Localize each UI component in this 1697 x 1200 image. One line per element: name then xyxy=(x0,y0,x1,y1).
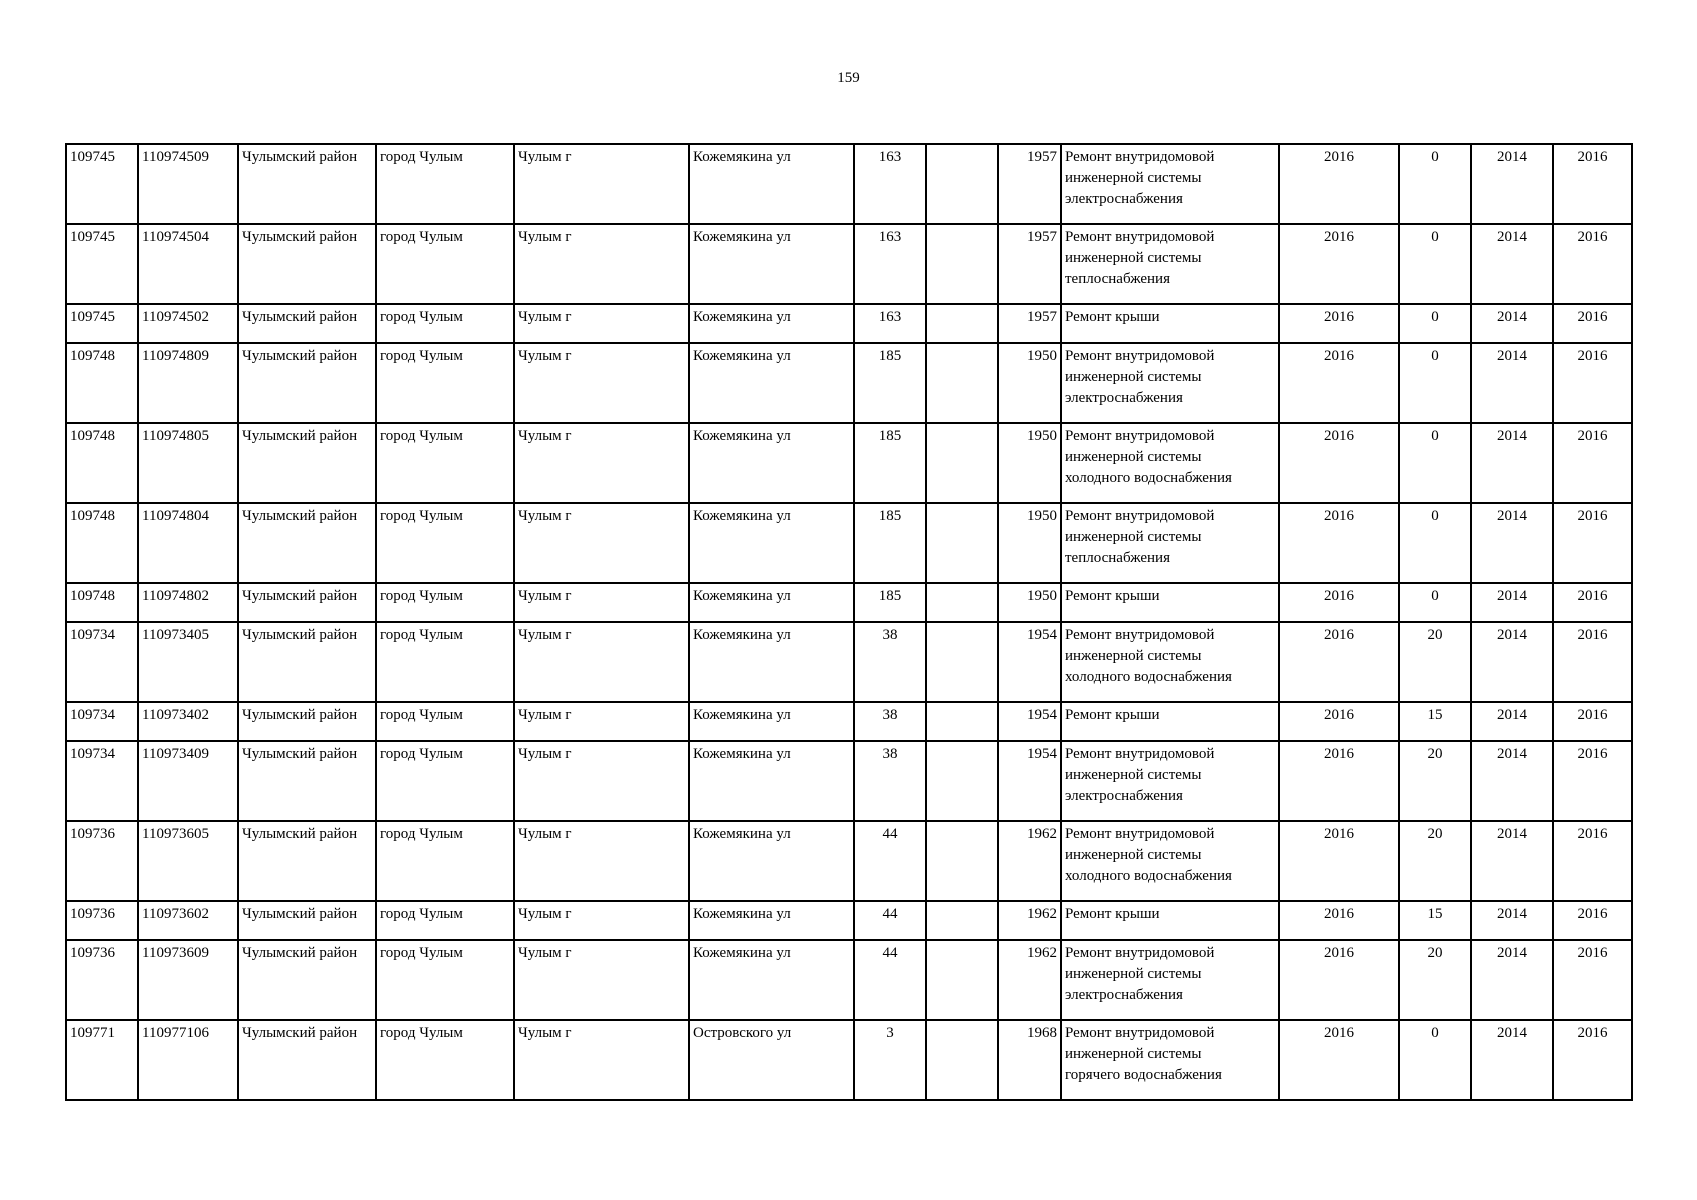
cell-year-built: 1957 xyxy=(998,304,1061,343)
cell-house-id: 109736 xyxy=(66,901,138,940)
cell-district: Чулымский район xyxy=(238,901,376,940)
cell-house-number: 185 xyxy=(854,583,926,622)
table-row xyxy=(66,901,1632,940)
cell-street: Островского ул xyxy=(689,1020,854,1100)
cell-street: Кожемякина ул xyxy=(689,901,854,940)
cell-locality: Чулым г xyxy=(514,503,689,583)
cell-work-code: 110977106 xyxy=(138,1020,238,1100)
cell-period-start: 2014 xyxy=(1471,343,1553,423)
cell-work-code: 110974504 xyxy=(138,224,238,304)
cell-building-letter xyxy=(926,741,998,821)
cell-period-start: 2014 xyxy=(1471,741,1553,821)
cell-house-id: 109745 xyxy=(66,224,138,304)
cell-work-code: 110974802 xyxy=(138,583,238,622)
cell-settlement: город Чулым xyxy=(376,940,514,1020)
cell-street: Кожемякина ул xyxy=(689,343,854,423)
cell-street: Кожемякина ул xyxy=(689,821,854,901)
cell-house-id: 109748 xyxy=(66,343,138,423)
cell-street: Кожемякина ул xyxy=(689,741,854,821)
cell-period-end: 2016 xyxy=(1553,901,1632,940)
cell-settlement: город Чулым xyxy=(376,583,514,622)
cell-house-id: 109745 xyxy=(66,304,138,343)
cell-share: 0 xyxy=(1399,423,1471,503)
cell-work-code: 110974502 xyxy=(138,304,238,343)
cell-planned-year: 2016 xyxy=(1279,224,1399,304)
cell-district: Чулымский район xyxy=(238,1020,376,1100)
cell-work-type: Ремонт внутридомовой инженерной системы электроснабжения xyxy=(1061,940,1279,1020)
cell-locality: Чулым г xyxy=(514,821,689,901)
cell-planned-year: 2016 xyxy=(1279,583,1399,622)
cell-period-end: 2016 xyxy=(1553,583,1632,622)
cell-planned-year: 2016 xyxy=(1279,741,1399,821)
cell-year-built: 1957 xyxy=(998,144,1061,224)
cell-building-letter xyxy=(926,144,998,224)
table-row xyxy=(66,940,1632,1020)
cell-house-id: 109748 xyxy=(66,503,138,583)
cell-building-letter xyxy=(926,821,998,901)
cell-year-built: 1957 xyxy=(998,224,1061,304)
cell-planned-year: 2016 xyxy=(1279,343,1399,423)
page-number: 159 xyxy=(837,70,860,86)
cell-period-end: 2016 xyxy=(1553,702,1632,741)
cell-district: Чулымский район xyxy=(238,343,376,423)
cell-period-end: 2016 xyxy=(1553,304,1632,343)
cell-district: Чулымский район xyxy=(238,144,376,224)
cell-share: 15 xyxy=(1399,702,1471,741)
cell-district: Чулымский район xyxy=(238,423,376,503)
table-row xyxy=(66,304,1632,343)
cell-locality: Чулым г xyxy=(514,940,689,1020)
cell-work-code: 110974804 xyxy=(138,503,238,583)
cell-share: 0 xyxy=(1399,343,1471,423)
table-row xyxy=(66,224,1632,304)
cell-settlement: город Чулым xyxy=(376,304,514,343)
cell-building-letter xyxy=(926,503,998,583)
cell-district: Чулымский район xyxy=(238,304,376,343)
cell-street: Кожемякина ул xyxy=(689,702,854,741)
cell-house-id: 109734 xyxy=(66,622,138,702)
cell-work-type: Ремонт внутридомовой инженерной системы холодного водоснабжения xyxy=(1061,821,1279,901)
cell-year-built: 1954 xyxy=(998,741,1061,821)
cell-locality: Чулым г xyxy=(514,702,689,741)
cell-year-built: 1950 xyxy=(998,503,1061,583)
cell-share: 20 xyxy=(1399,622,1471,702)
cell-planned-year: 2016 xyxy=(1279,503,1399,583)
table-row xyxy=(66,622,1632,702)
cell-house-number: 3 xyxy=(854,1020,926,1100)
cell-work-type: Ремонт крыши xyxy=(1061,583,1279,622)
cell-work-code: 110973609 xyxy=(138,940,238,1020)
table-row xyxy=(66,503,1632,583)
cell-locality: Чулым г xyxy=(514,343,689,423)
cell-settlement: город Чулым xyxy=(376,144,514,224)
cell-house-id: 109736 xyxy=(66,821,138,901)
cell-building-letter xyxy=(926,423,998,503)
cell-district: Чулымский район xyxy=(238,940,376,1020)
cell-settlement: город Чулым xyxy=(376,343,514,423)
cell-house-id: 109745 xyxy=(66,144,138,224)
cell-share: 0 xyxy=(1399,304,1471,343)
cell-house-number: 185 xyxy=(854,343,926,423)
cell-house-id: 109748 xyxy=(66,423,138,503)
cell-house-number: 185 xyxy=(854,423,926,503)
cell-house-number: 38 xyxy=(854,622,926,702)
repair-registry-table xyxy=(65,143,1633,1101)
table-row xyxy=(66,423,1632,503)
cell-year-built: 1950 xyxy=(998,583,1061,622)
cell-house-id: 109736 xyxy=(66,940,138,1020)
table-row xyxy=(66,144,1632,224)
cell-planned-year: 2016 xyxy=(1279,901,1399,940)
cell-planned-year: 2016 xyxy=(1279,144,1399,224)
cell-period-start: 2014 xyxy=(1471,821,1553,901)
cell-planned-year: 2016 xyxy=(1279,1020,1399,1100)
cell-period-start: 2014 xyxy=(1471,304,1553,343)
cell-locality: Чулым г xyxy=(514,1020,689,1100)
cell-building-letter xyxy=(926,940,998,1020)
cell-period-end: 2016 xyxy=(1553,1020,1632,1100)
cell-work-code: 110974809 xyxy=(138,343,238,423)
cell-settlement: город Чулым xyxy=(376,702,514,741)
cell-planned-year: 2016 xyxy=(1279,940,1399,1020)
cell-district: Чулымский район xyxy=(238,741,376,821)
cell-district: Чулымский район xyxy=(238,702,376,741)
cell-work-code: 110974805 xyxy=(138,423,238,503)
table-row xyxy=(66,1020,1632,1100)
cell-district: Чулымский район xyxy=(238,503,376,583)
cell-period-end: 2016 xyxy=(1553,940,1632,1020)
cell-house-number: 163 xyxy=(854,224,926,304)
cell-house-number: 163 xyxy=(854,144,926,224)
cell-period-end: 2016 xyxy=(1553,821,1632,901)
cell-district: Чулымский район xyxy=(238,622,376,702)
cell-building-letter xyxy=(926,583,998,622)
cell-settlement: город Чулым xyxy=(376,503,514,583)
cell-period-end: 2016 xyxy=(1553,144,1632,224)
cell-work-type: Ремонт внутридомовой инженерной системы теплоснабжения xyxy=(1061,503,1279,583)
cell-period-end: 2016 xyxy=(1553,622,1632,702)
cell-planned-year: 2016 xyxy=(1279,622,1399,702)
cell-period-end: 2016 xyxy=(1553,343,1632,423)
cell-settlement: город Чулым xyxy=(376,741,514,821)
cell-work-code: 110973409 xyxy=(138,741,238,821)
table-row xyxy=(66,583,1632,622)
cell-locality: Чулым г xyxy=(514,901,689,940)
cell-settlement: город Чулым xyxy=(376,622,514,702)
table-row xyxy=(66,702,1632,741)
cell-period-start: 2014 xyxy=(1471,901,1553,940)
cell-street: Кожемякина ул xyxy=(689,622,854,702)
cell-work-type: Ремонт внутридомовой инженерной системы теплоснабжения xyxy=(1061,224,1279,304)
cell-share: 0 xyxy=(1399,1020,1471,1100)
cell-period-end: 2016 xyxy=(1553,423,1632,503)
cell-street: Кожемякина ул xyxy=(689,503,854,583)
cell-year-built: 1962 xyxy=(998,940,1061,1020)
cell-period-start: 2014 xyxy=(1471,702,1553,741)
cell-house-id: 109734 xyxy=(66,741,138,821)
cell-share: 20 xyxy=(1399,821,1471,901)
cell-period-start: 2014 xyxy=(1471,224,1553,304)
cell-year-built: 1968 xyxy=(998,1020,1061,1100)
cell-street: Кожемякина ул xyxy=(689,304,854,343)
cell-locality: Чулым г xyxy=(514,741,689,821)
cell-work-type: Ремонт крыши xyxy=(1061,702,1279,741)
cell-house-id: 109734 xyxy=(66,702,138,741)
cell-building-letter xyxy=(926,901,998,940)
cell-share: 20 xyxy=(1399,940,1471,1020)
cell-period-start: 2014 xyxy=(1471,144,1553,224)
cell-work-type: Ремонт крыши xyxy=(1061,901,1279,940)
cell-work-code: 110973405 xyxy=(138,622,238,702)
cell-share: 0 xyxy=(1399,503,1471,583)
cell-year-built: 1950 xyxy=(998,423,1061,503)
cell-house-number: 44 xyxy=(854,821,926,901)
cell-planned-year: 2016 xyxy=(1279,304,1399,343)
cell-period-end: 2016 xyxy=(1553,224,1632,304)
cell-period-start: 2014 xyxy=(1471,622,1553,702)
cell-work-type: Ремонт внутридомовой инженерной системы холодного водоснабжения xyxy=(1061,622,1279,702)
cell-year-built: 1954 xyxy=(998,622,1061,702)
cell-work-code: 110973605 xyxy=(138,821,238,901)
cell-street: Кожемякина ул xyxy=(689,583,854,622)
cell-share: 15 xyxy=(1399,901,1471,940)
cell-building-letter xyxy=(926,702,998,741)
cell-period-start: 2014 xyxy=(1471,423,1553,503)
cell-locality: Чулым г xyxy=(514,224,689,304)
cell-street: Кожемякина ул xyxy=(689,224,854,304)
cell-building-letter xyxy=(926,1020,998,1100)
cell-share: 20 xyxy=(1399,741,1471,821)
cell-house-id: 109771 xyxy=(66,1020,138,1100)
table-row xyxy=(66,821,1632,901)
cell-district: Чулымский район xyxy=(238,583,376,622)
cell-year-built: 1954 xyxy=(998,702,1061,741)
cell-district: Чулымский район xyxy=(238,224,376,304)
cell-house-number: 44 xyxy=(854,940,926,1020)
cell-period-end: 2016 xyxy=(1553,741,1632,821)
cell-work-type: Ремонт внутридомовой инженерной системы электроснабжения xyxy=(1061,343,1279,423)
cell-work-type: Ремонт внутридомовой инженерной системы холодного водоснабжения xyxy=(1061,423,1279,503)
cell-settlement: город Чулым xyxy=(376,423,514,503)
cell-work-type: Ремонт крыши xyxy=(1061,304,1279,343)
cell-year-built: 1962 xyxy=(998,821,1061,901)
cell-period-start: 2014 xyxy=(1471,583,1553,622)
cell-house-number: 38 xyxy=(854,702,926,741)
cell-settlement: город Чулым xyxy=(376,821,514,901)
cell-house-number: 44 xyxy=(854,901,926,940)
cell-year-built: 1950 xyxy=(998,343,1061,423)
cell-work-code: 110974509 xyxy=(138,144,238,224)
cell-planned-year: 2016 xyxy=(1279,423,1399,503)
cell-share: 0 xyxy=(1399,583,1471,622)
cell-locality: Чулым г xyxy=(514,622,689,702)
cell-house-number: 185 xyxy=(854,503,926,583)
cell-share: 0 xyxy=(1399,144,1471,224)
cell-settlement: город Чулым xyxy=(376,901,514,940)
cell-work-code: 110973402 xyxy=(138,702,238,741)
cell-work-type: Ремонт внутридомовой инженерной системы горячего водоснабжения xyxy=(1061,1020,1279,1100)
table-body xyxy=(66,144,1632,1100)
cell-share: 0 xyxy=(1399,224,1471,304)
cell-settlement: город Чулым xyxy=(376,224,514,304)
cell-year-built: 1962 xyxy=(998,901,1061,940)
cell-building-letter xyxy=(926,343,998,423)
cell-work-type: Ремонт внутридомовой инженерной системы электроснабжения xyxy=(1061,741,1279,821)
cell-period-start: 2014 xyxy=(1471,1020,1553,1100)
cell-period-start: 2014 xyxy=(1471,940,1553,1020)
cell-house-number: 38 xyxy=(854,741,926,821)
cell-period-start: 2014 xyxy=(1471,503,1553,583)
cell-locality: Чулым г xyxy=(514,144,689,224)
cell-house-id: 109748 xyxy=(66,583,138,622)
cell-district: Чулымский район xyxy=(238,821,376,901)
table-row xyxy=(66,343,1632,423)
cell-house-number: 163 xyxy=(854,304,926,343)
cell-settlement: город Чулым xyxy=(376,1020,514,1100)
cell-planned-year: 2016 xyxy=(1279,702,1399,741)
cell-building-letter xyxy=(926,304,998,343)
table-row xyxy=(66,741,1632,821)
cell-building-letter xyxy=(926,224,998,304)
cell-street: Кожемякина ул xyxy=(689,423,854,503)
cell-building-letter xyxy=(926,622,998,702)
cell-work-code: 110973602 xyxy=(138,901,238,940)
cell-street: Кожемякина ул xyxy=(689,144,854,224)
cell-locality: Чулым г xyxy=(514,304,689,343)
cell-locality: Чулым г xyxy=(514,583,689,622)
cell-locality: Чулым г xyxy=(514,423,689,503)
cell-street: Кожемякина ул xyxy=(689,940,854,1020)
cell-work-type: Ремонт внутридомовой инженерной системы электроснабжения xyxy=(1061,144,1279,224)
cell-planned-year: 2016 xyxy=(1279,821,1399,901)
cell-period-end: 2016 xyxy=(1553,503,1632,583)
